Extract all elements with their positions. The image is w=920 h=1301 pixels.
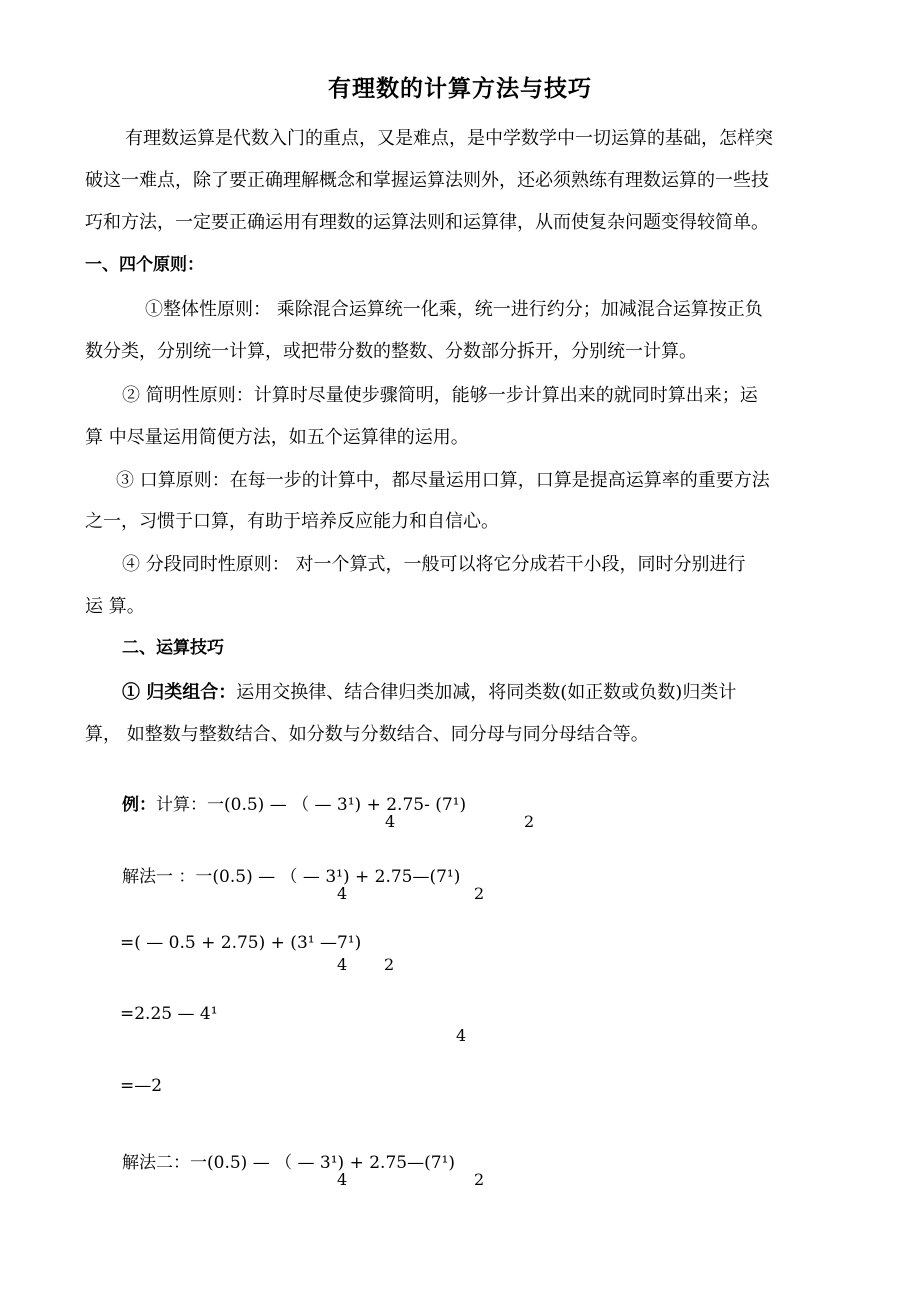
example-expression: 计算：一(0.5) — （ — 3¹) + 2.75- (7¹) — [156, 795, 467, 815]
example-denominator-2: 2 — [524, 812, 535, 831]
section-1-heading: 一、四个原则： — [85, 255, 204, 275]
solution-2-denominator-2: 2 — [474, 1170, 485, 1189]
principle-2-line-2: 算 中尽量运用简便方法，如五个运算律的运用。 — [85, 427, 469, 448]
principle-1-line-2: 数分类，分别统一计算，或把带分数的整数、分数部分拆开，分别统一计算。 — [85, 341, 697, 362]
solution-1-line-3-denominator: 4 — [456, 1026, 467, 1045]
principle-3-line-2: 之一，习惯于口算，有助于培养反应能力和自信心。 — [85, 511, 499, 532]
solution-1-line-1: 解法一 ：一(0.5) — （ — 3¹) + 2.75—(7¹) — [122, 867, 461, 887]
solution-1-line-2-denominator-1: 4 — [337, 955, 348, 974]
principle-2-line-1: ② 简明性原则：计算时尽量使步骤简明，能够一步计算出来的就同时算出来；运 — [122, 385, 758, 406]
page-title: 有理数的计算方法与技巧 — [328, 76, 592, 102]
technique-1-line-1 — [122, 672, 736, 713]
principle-1-line-1: ①整体性原则： 乘除混合运算统一化乘，统一进行约分；加减混合运算按正负 — [145, 299, 763, 320]
intro-line-3: 巧和方法，一定要正确运用有理数的运算法则和运算律，从而使复杂问题变得较简单。 — [85, 212, 769, 233]
technique-1-text: 运用交换律、结合律归类加减，将同类数(如正数或负数)归类计 — [236, 682, 737, 703]
solution-1-denominator-1: 4 — [337, 884, 348, 903]
section-2-heading: 二、运算技巧 — [122, 638, 224, 658]
example-line — [122, 790, 466, 815]
solution-1-result: =—2 — [120, 1076, 163, 1096]
technique-1-line-2: 算， 如整数与整数结合、如分数与分数结合、同分母与同分母结合等。 — [85, 724, 649, 745]
principle-4-line-2: 运 算。 — [85, 596, 145, 617]
example-label: 例： — [122, 795, 156, 815]
intro-line-2: 破这一难点，除了要正确理解概念和掌握运算法则外，还必须熟练有理数运算的一些技 — [85, 170, 769, 191]
solution-2-line-1: 解法二：一(0.5) — （ — 3¹) + 2.75—(7¹) — [122, 1153, 455, 1173]
intro-line-1: 有理数运算是代数入门的重点，又是难点，是中学数学中一切运算的基础，怎样突 — [125, 128, 773, 149]
principle-3-line-1: ③ 口算原则：在每一步的计算中，都尽量运用口算，口算是提高运算率的重要方法 — [116, 470, 770, 491]
solution-2-denominator-1: 4 — [337, 1170, 348, 1189]
principle-4-line-1: ④ 分段同时性原则： 对一个算式，一般可以将它分成若干小段，同时分别进行 — [122, 554, 746, 575]
example-denominator-1: 4 — [385, 812, 396, 831]
solution-1-line-2-denominator-2: 2 — [384, 955, 395, 974]
technique-1-label: ① 归类组合： — [122, 682, 237, 703]
solution-1-line-3: =2.25 — 4¹ — [120, 1004, 218, 1024]
solution-1-denominator-2: 2 — [474, 884, 485, 903]
solution-1-line-2: =( — 0.5 + 2.75) + (3¹ —7¹) — [120, 933, 362, 953]
